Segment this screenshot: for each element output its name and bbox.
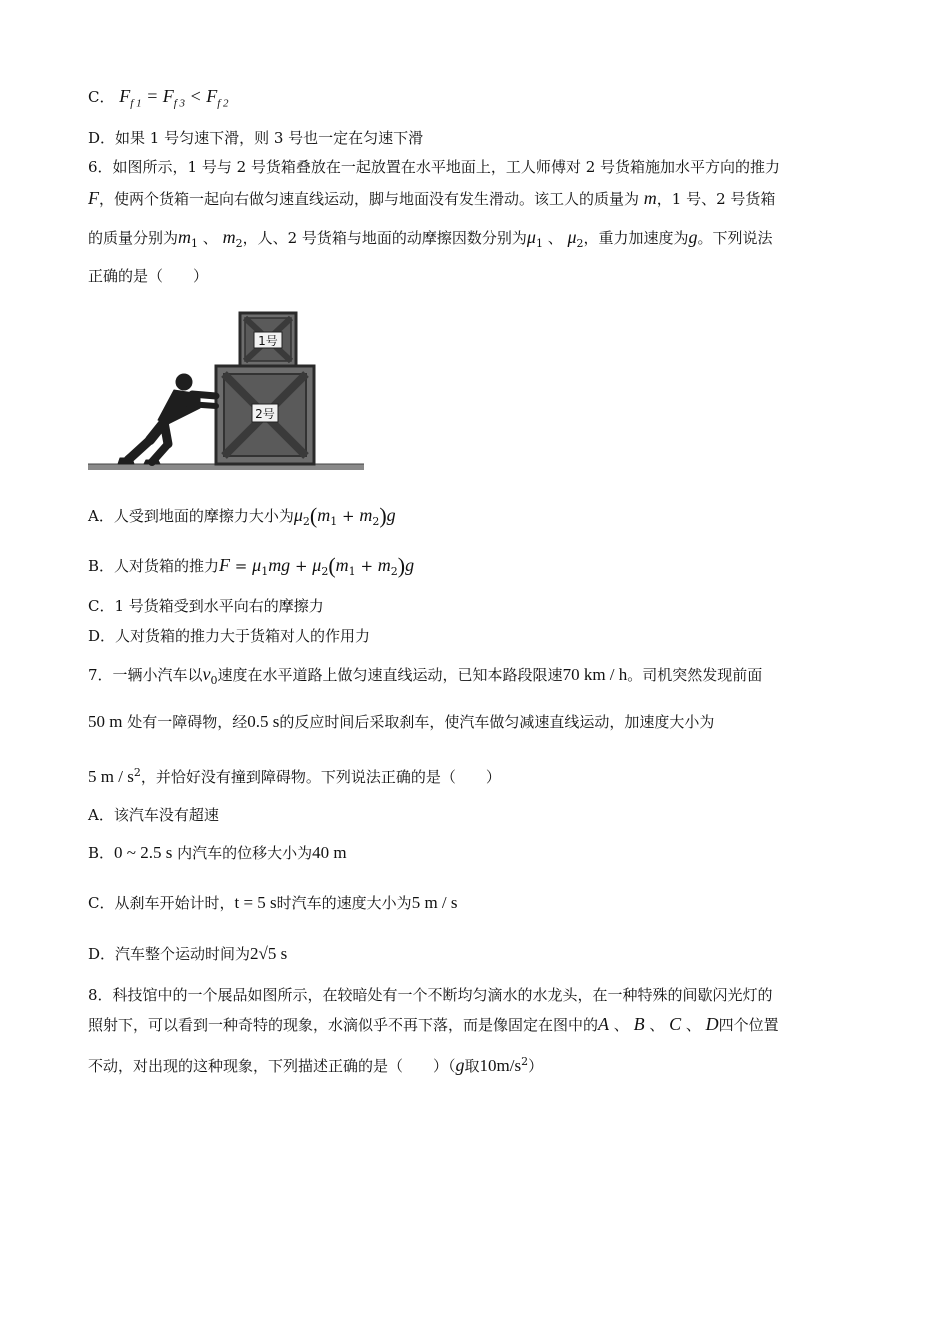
q6-stem-line1: 6．如图所示，1 号与 2 号货箱叠放在一起放置在水平地面上，工人师傅对 2 号货箱施加水平方向的推力 bbox=[88, 158, 781, 176]
q7-option-a: A．该汽车没有超速 bbox=[88, 806, 219, 824]
q6-figure bbox=[88, 308, 368, 478]
q8-stem-line2: 照射下，可以看到一种奇特的现象，水滴似乎不再下落，而是像固定在图中的A 、 B 、 C 、 D四个位置 bbox=[88, 1014, 779, 1034]
q5-option-d: D．如果 1 号匀速下滑，则 3 号也一定在匀速下滑 bbox=[88, 129, 424, 147]
q5-option-c-formula: $F_{f 1} = F_{f 3} < F_{f 2}$ bbox=[119, 86, 229, 110]
q8-stem-line3: 不动，对出现的这种现象，下列描述正确的是（ ）（g取$10m/s^2$） bbox=[88, 1055, 544, 1075]
box-2-label: 2号 bbox=[255, 407, 275, 421]
q7-stem-line1: 7．一辆小汽车以$v_0$速度在水平道路上做匀速直线运动，已知本路段限速70 km / h。司机突然发现前面 bbox=[88, 664, 763, 687]
q7-option-d: D．汽车整个运动时间为2√5 s bbox=[88, 944, 288, 963]
box-1-label: 1号 bbox=[258, 334, 278, 348]
q5-option-c: C． $F_{f 1} = F_{f 3} < F_{f 2}$ bbox=[88, 86, 229, 110]
q7-option-c: C．从刹车开始计时，t = 5 s时汽车的速度大小为5 m / s bbox=[88, 893, 458, 912]
q6-option-d: D．人对货箱的推力大于货箱对人的作用力 bbox=[88, 627, 371, 645]
box-1 bbox=[240, 313, 296, 366]
q6-stem-line4: 正确的是（ ） bbox=[88, 267, 209, 285]
q6-stem-line2: F，使两个货箱一起向右做匀速直线运动，脚与地面没有发生滑动。该工人的质量为 m，1 号、2 号货箱 bbox=[88, 188, 776, 208]
q7-option-b: B．0 ~ 2.5 s 内汽车的位移大小为40 m bbox=[88, 843, 347, 862]
q7-stem-line2: 50 m 处有一障碍物，经0.5 s的反应时间后采取刹车，使汽车做匀减速直线运动，加速度大小为 bbox=[88, 712, 715, 731]
q6-option-a: A．人受到地面的摩擦力大小为$\mu_2(m_1 + m_2)g$ bbox=[88, 503, 396, 528]
worker-figure bbox=[118, 374, 216, 464]
q8-stem-line1: 8．科技馆中的一个展品如图所示，在较暗处有一个不断均匀滴水的水龙头，在一种特殊的间歇闪光灯的 bbox=[88, 986, 773, 1004]
q6-stem-line3: 的质量分别为$m_1$ 、 $m_2$，人、2 号货箱与地面的动摩擦因数分别为$\mu_1$ 、 $\mu_2$，重力加速度为g。下列说法 bbox=[88, 227, 773, 250]
q7-stem-line3: 5 m / $s^2$，并恰好没有撞到障碍物。下列说法正确的是（ ） bbox=[88, 766, 501, 786]
q6-option-b: B．人对货箱的推力$F = \mu_1mg + \mu_2(m_1 + m_2)g$ bbox=[88, 553, 415, 578]
q6-option-c: C．1 号货箱受到水平向右的摩擦力 bbox=[88, 597, 324, 615]
box-2 bbox=[216, 366, 314, 464]
